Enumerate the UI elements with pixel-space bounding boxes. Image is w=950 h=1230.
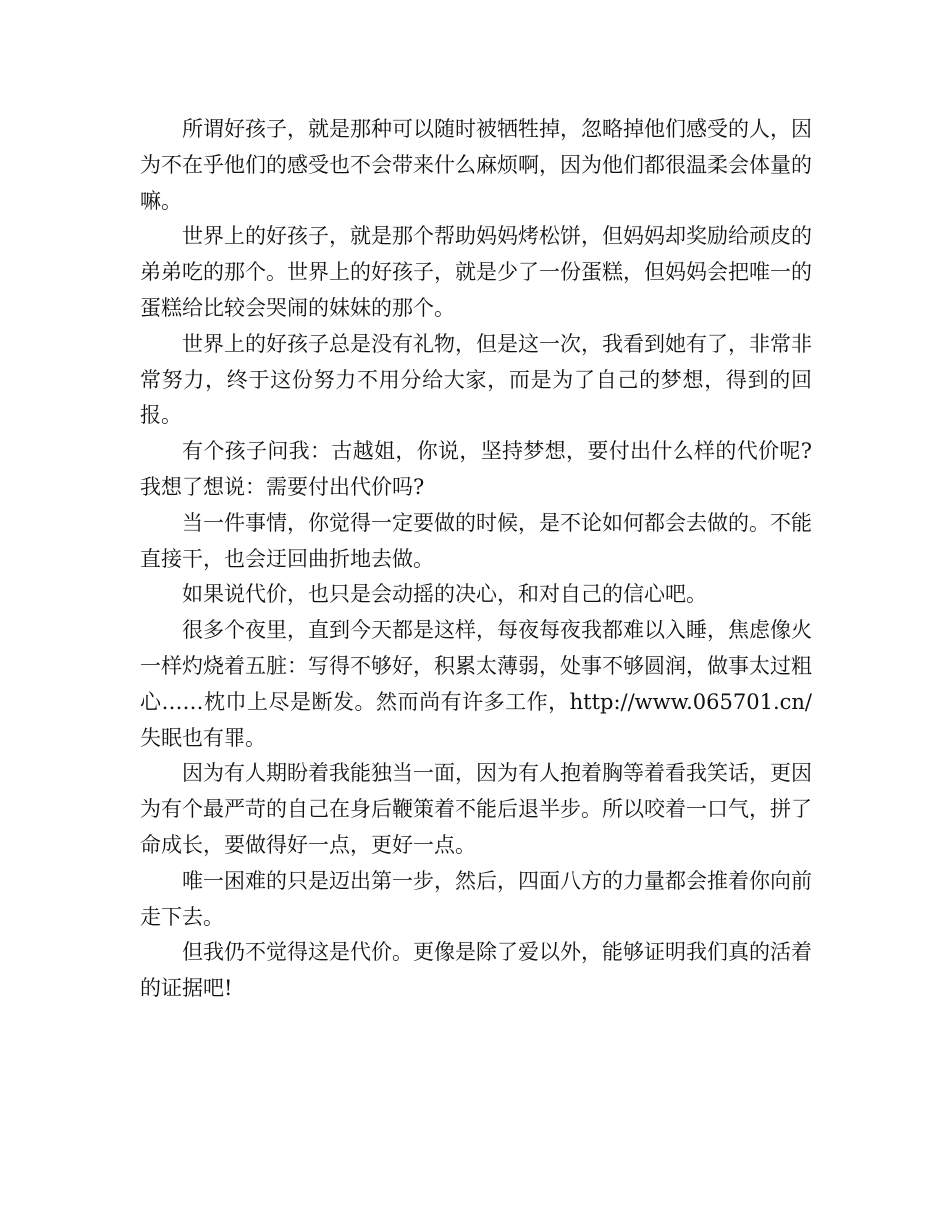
- paragraph: 当一件事情，你觉得一定要做的时候，是不论如何都会去做的。不能直接干，也会迂回曲折地去做。: [140, 510, 812, 571]
- document-body: [140, 112, 812, 1007]
- paragraph: 唯一困难的只是迈出第一步，然后，四面八方的力量都会推着你向前走下去。: [140, 868, 812, 929]
- paragraph: 因为有人期盼着我能独当一面，因为有人抱着胸等着看我笑话，更因为有个最严苛的自己在身后鞭策着不能后退半步。所以咬着一口气，拼了命成长，要做得好一点，更好一点。: [140, 761, 812, 857]
- paragraph: 但我仍不觉得这是代价。更像是除了爱以外，能够证明我们真的活着的证据吧!: [140, 940, 812, 1001]
- paragraph: 有个孩子问我：古越姐，你说，坚持梦想，要付出什么样的代价呢?我想了想说：需要付出代价吗?: [140, 439, 812, 499]
- paragraph: 世界上的好孩子，就是那个帮助妈妈烤松饼，但妈妈却奖励给顽皮的弟弟吃的那个。世界上的好孩子，就是少了一份蛋糕，但妈妈会把唯一的蛋糕给比较会哭闹的妹妹的那个。: [140, 224, 812, 320]
- paragraph: 所谓好孩子，就是那种可以随时被牺牲掉，忽略掉他们感受的人，因为不在乎他们的感受也不会带来什么麻烦啊，因为他们都很温柔会体量的嘛。: [140, 117, 812, 213]
- paragraph: 很多个夜里，直到今天都是这样，每夜每夜我都难以入睡，焦虑像火一样灼烧着五脏：写得不够好，积累太薄弱，处事不够圆润，做事太过粗心……枕巾上尽是断发。然而尚有许多工作，http://www.065701.cn/失眠也有罪。: [140, 618, 812, 750]
- paragraph: 世界上的好孩子总是没有礼物，但是这一次，我看到她有了，非常非常努力，终于这份努力不用分给大家，而是为了自己的梦想，得到的回报。: [140, 331, 812, 428]
- paragraph: 如果说代价，也只是会动摇的决心，和对自己的信心吧。: [182, 582, 707, 607]
